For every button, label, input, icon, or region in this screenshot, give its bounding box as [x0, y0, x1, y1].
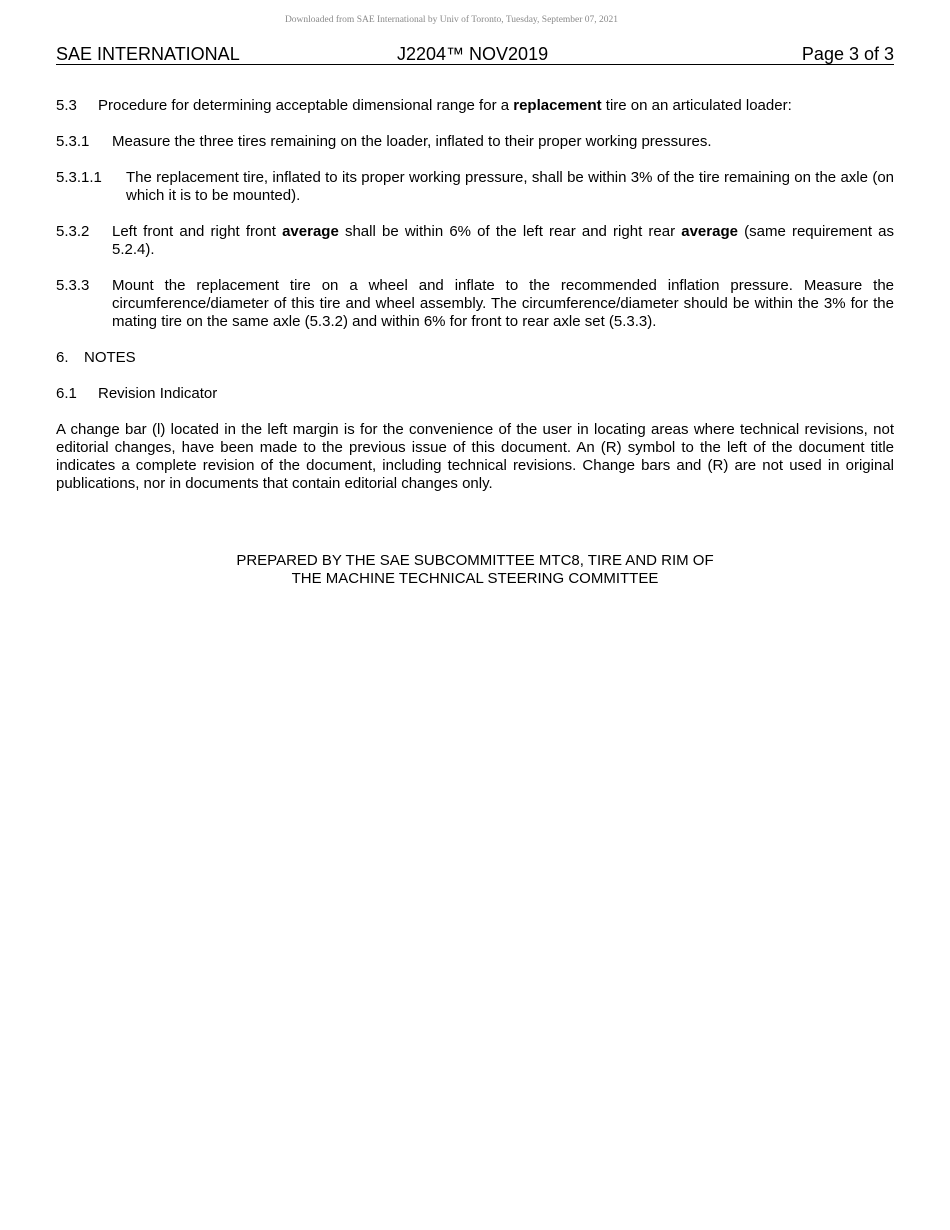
- section-6-heading: [56, 349, 894, 367]
- prepared-by-line-1: PREPARED BY THE SAE SUBCOMMITTEE MTC8, TIRE AND RIM OF: [236, 552, 714, 569]
- section-5-3-2: [56, 223, 894, 259]
- text-run: shall be within 6% of the left rear and right rear: [338, 223, 682, 240]
- bold-text: average: [681, 223, 738, 240]
- revision-indicator-paragraph: A change bar (l) located in the left margin is for the convenience of the user in locating areas where technical revisions, not editorial changes, have been made to the previous issue of this document. An (R) symbol to the left of the document title indicates a complete revision of the document, including technical revisions. Change bars and (R) are not used in original publications, nor in documents that contain editorial changes only.: [56, 421, 894, 492]
- section-5-3-1-1: [56, 169, 894, 205]
- text-run: Left front and right front: [112, 223, 283, 240]
- section-title: Revision Indicator: [98, 385, 218, 402]
- document-body: [56, 97, 894, 511]
- text-run: tire on an articulated loader:: [601, 97, 792, 114]
- section-text: [98, 97, 894, 115]
- section-5-3-1: [56, 133, 894, 151]
- section-number: 5.3.3: [56, 277, 90, 294]
- page-header: [56, 44, 894, 65]
- section-number: 5.3: [56, 97, 77, 114]
- prepared-by-statement: [56, 552, 894, 588]
- section-number: 6.: [56, 349, 69, 366]
- section-5-3-3: [56, 277, 894, 331]
- section-text: Measure the three tires remaining on the loader, inflated to their proper working pressures.: [112, 133, 712, 150]
- prepared-by-line-2: THE MACHINE TECHNICAL STEERING COMMITTEE: [291, 570, 659, 587]
- bold-text: average: [282, 223, 339, 240]
- text-run: (same requirement as 5.2.4).: [112, 223, 894, 258]
- section-text: [112, 223, 894, 259]
- text-run: Procedure for determining acceptable dimensional range for a: [98, 97, 514, 114]
- section-6-1-heading: [56, 385, 894, 403]
- section-number: 5.3.1: [56, 133, 90, 150]
- section-5-3: [56, 97, 894, 115]
- section-number: 5.3.2: [56, 223, 90, 240]
- download-watermark: Downloaded from SAE International by Univ of Toronto, Tuesday, September 07, 2021: [284, 15, 619, 25]
- section-number: 5.3.1.1: [56, 169, 102, 186]
- section-text: The replacement tire, inflated to its proper working pressure, shall be within 3% of the tire remaining on the axle (on which it is to be mounted).: [126, 169, 894, 204]
- section-number: 6.1: [56, 385, 77, 402]
- header-document-id: J2204™ NOV2019: [397, 44, 549, 64]
- bold-text: replacement: [513, 97, 602, 114]
- section-title: NOTES: [84, 349, 136, 366]
- header-page-number: Page 3 of 3: [801, 44, 894, 64]
- header-organization: SAE INTERNATIONAL: [56, 44, 240, 64]
- section-text: Mount the replacement tire on a wheel and inflate to the recommended inflation pressure. Measure the circumference/diameter of this tire and wheel assembly. The circumference/diameter should be within the 3% for the mating tire on the same axle (5.3.2) and within 6% for front to rear axle set (5.3.3).: [112, 277, 894, 330]
